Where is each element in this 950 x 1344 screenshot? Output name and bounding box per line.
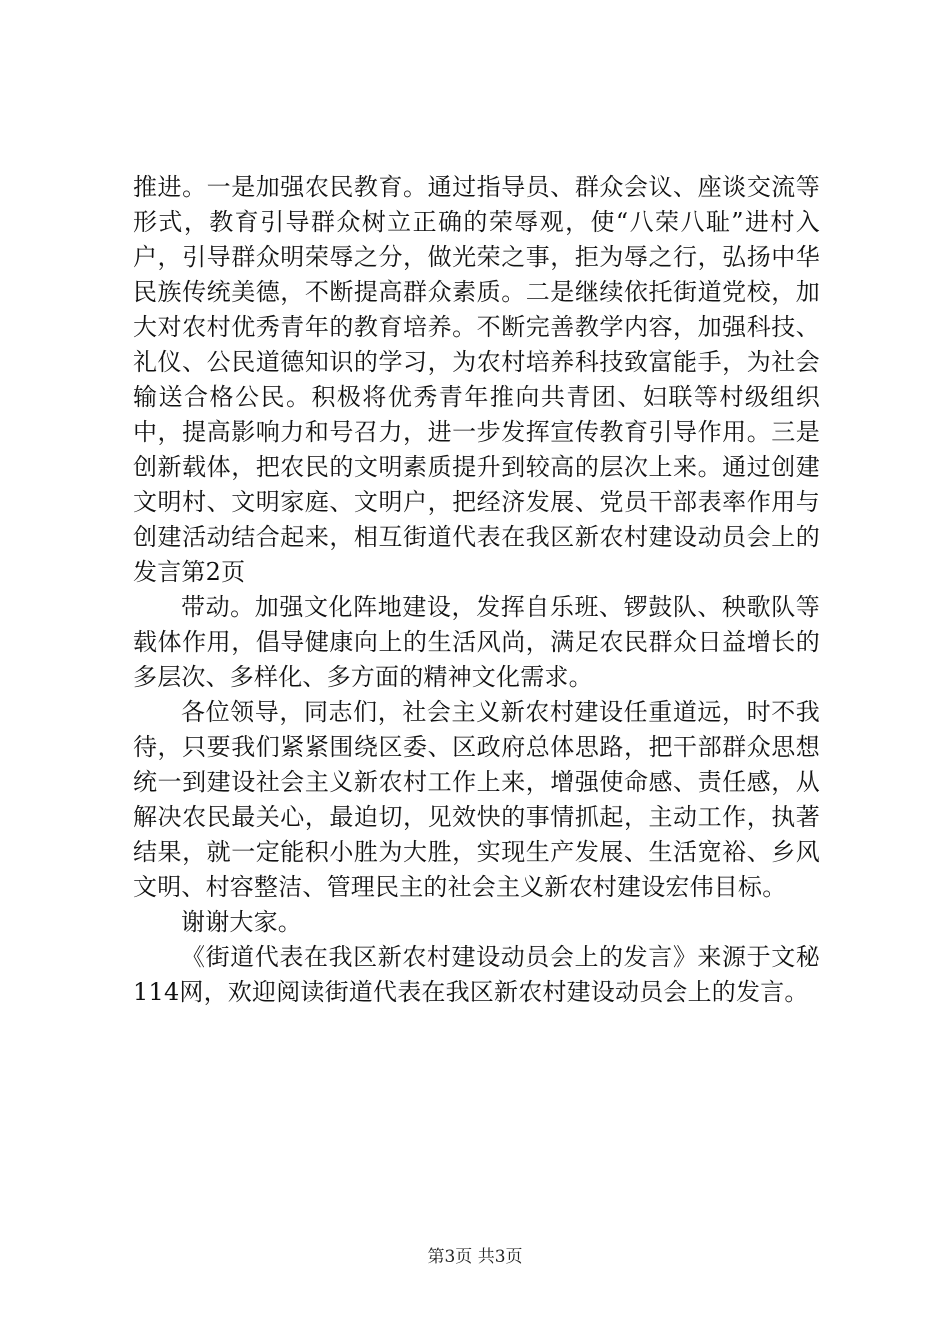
page-footer: 第3页 共3页 <box>427 1247 523 1267</box>
paragraph-3: 各位领导，同志们，社会主义新农村建设任重道远，时不我待，只要我们紧紧围绕区委、区政府总体思路，把干部群众思想统一到建设社会主义新农村工作上来，增强使命感、责任感，从解决农民最关心，最迫切，见效快的事情抓起，主动工作，执著结果，就一定能积小胜为大胜，实现生产发展、生活宽裕、乡风文明、村容整洁、管理民主的社会主义新农村建设宏伟目标。 <box>133 698 820 901</box>
document-body <box>133 170 820 1010</box>
paragraph-4: 谢谢大家。 <box>181 908 302 936</box>
paragraph-1: 推进。一是加强农民教育。通过指导员、群众会议、座谈交流等形式，教育引导群众树立正确的荣辱观，使“八荣八耻”进村入户，引导群众明荣辱之分，做光荣之事，拒为辱之行，弘扬中华民族传统美德，不断提高群众素质。二是继续依托街道党校，加大对农村优秀青年的教育培养。不断完善教学内容，加强科技、礼仪、公民道德知识的学习，为农村培养科技致富能手，为社会输送合格公民。积极将优秀青年推向共青团、妇联等村级组织中，提高影响力和号召力，进一步发挥宣传教育引导作用。三是创新载体，把农民的文明素质提升到较高的层次上来。通过创建文明村、文明家庭、文明户，把经济发展、党员干部表率作用与创建活动结合起来，相互街道代表在我区新农村建设动员会上的发言第2页 <box>133 173 820 586</box>
paragraph-5: 《街道代表在我区新农村建设动员会上的发言》来源于文秘114网，欢迎阅读街道代表在我区新农村建设动员会上的发言。 <box>133 943 820 1006</box>
paragraph-2: 带动。加强文化阵地建设，发挥自乐班、锣鼓队、秧歌队等载体作用，倡导健康向上的生活风尚，满足农民群众日益增长的多层次、多样化、多方面的精神文化需求。 <box>133 593 820 691</box>
